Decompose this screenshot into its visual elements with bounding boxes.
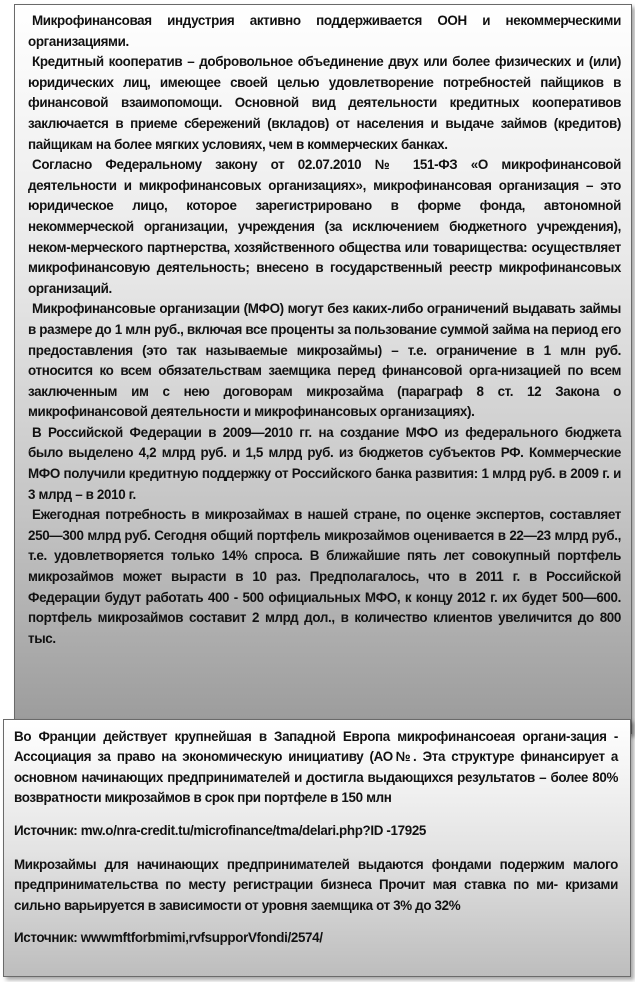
paragraph-federal-law: Согласно Федеральному закону от 02.07.2010 № 151-ФЗ «О микрофинансовой деятельности и микрофинансовых организациях», микрофинансовая организация – это юридическое лицо, которое зарегистрировано в форме фонда, автономной некоммерческой организации, учреждения (за исключением бюджетного учреждения), неком-мерческого партнерства, хозяйственного общества или товарищества: осуществляет микрофинансовую деятельность; внесено в государственный реестр микрофинансовых организаций. <box>28 157 621 296</box>
paragraph-startup-loans: Микрозаймы для начинающих предпринимателей выдаются фондами подержим малого предпринимательства по месту регистрации бизнеса Прочит мая ставка по ми- кризами сильно варьируется в зависимости от уровня заемщика от 3% до 32% <box>14 857 618 913</box>
source-citation-2: Источник: wwwmftforbmimi,rvfsupporVfondi/2574/ <box>14 930 323 946</box>
source-citation-1: Источник: mw.o/nra-credit.tu/microfinance/tma/delari.php?ID -17925 <box>14 822 427 838</box>
paragraph-intro: Микрофинансовая индустрия активно поддерживается ООН и некоммерческими организациями. <box>28 13 621 49</box>
paragraph-mfo-limits: Микрофинансовые организации (МФО) могут без каких-либо ограничений выдавать займы в размере до 1 млн руб., включая все проценты за пользование суммой займа на период его предоставления (это так называемые микрозаймы) – т.е. ограничение в 1 млн руб. относится ко всем обязательствам заемщика перед финансовой орга-низацией по всем заключенным им с нею договорам микрозайма (параграф 8 ст. 12 Закона о микрофинансовой деятельности и микрофинансовых организациях). <box>28 301 621 420</box>
paragraph-demand: Ежегодная потребность в микрозаймах в нашей стране, по оценке экспертов, составляет 250—300 млрд руб. Сегодня общий портфель микрозаймов оценивается в 22—23 млрд руб., т.е. удовлетворяется только 14% спроса. В ближайшие пять лет совокупный портфель микрозаймов может вырасти в 10 раз. Предполагалось, что в 2011 г. в Российской Федерации будут работать 400 - 500 официальных МФО, к концу 2012 г. их будет 500—600. портфель микрозаймов составит 2 млрд дол., в количество клиентов увеличится до 800 тыс. <box>28 507 621 646</box>
sidebar-text-block <box>3 719 631 977</box>
paragraph-funding: В Российской Федерации в 2009—2010 гг. на создание МФО из федерального бюджета было выделено 4,2 млрд руб. и 1,5 млрд руб. из бюджетов субъектов РФ. Коммерческие МФО получили кредитную поддержку от Российского банка развития: 1 млрд руб. в 2009 г. и 3 млрд – в 2010 г. <box>28 424 621 502</box>
main-text-block <box>14 4 632 734</box>
paragraph-france: Во Франции действует крупнейшая в Западной Европа микрофинансоеая органи-зация - Ассоциация за право на экономическую инициативу (АО№. Эта структуре финансирует а основном начинающих предпринимателей и достигла выдающихся результатов – более 80% возвратности микрозаймов в срок при портфеле в 150 млн <box>14 729 618 806</box>
paragraph-credit-cooperative: Кредитный кооператив – добровольное объединение двух или более физических и (или) юридических лиц, имеющее своей целью удовлетворение потребностей пайщиков в финансовой взаимопомощи. Основной вид деятельности кредитных кооперативов заключается в приеме сбережений (вкладов) от населения и выдаче займов (кредитов) пайщикам на более мягких условиях, чем в коммерческих банках. <box>28 54 621 152</box>
